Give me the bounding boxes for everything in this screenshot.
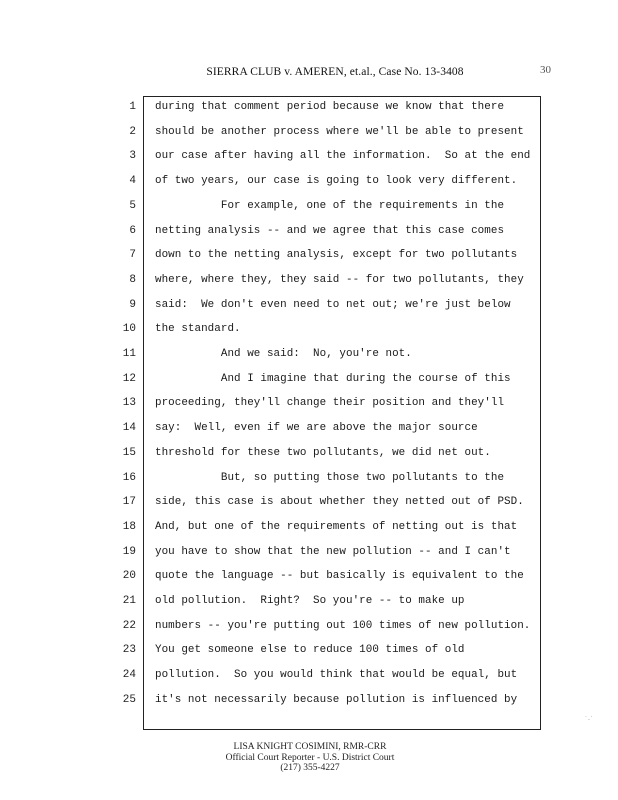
transcript-line: down to the netting analysis, except for two pollutants: [155, 249, 518, 262]
transcript-line: where, where they, they said -- for two pollutants, they: [155, 273, 524, 286]
line-number: 19: [122, 545, 136, 558]
transcript-line: quote the language -- but basically is equivalent to the: [155, 570, 524, 583]
reporter-title: Official Court Reporter - U.S. District Court: [225, 752, 395, 763]
transcript-line: should be another process where we'll be able to present: [155, 125, 524, 138]
transcript-line: You get someone else to reduce 100 times of old: [155, 644, 465, 657]
transcript-line: say: Well, even if we are above the major source: [155, 422, 478, 435]
transcript-line: For example, one of the requirements in the: [155, 199, 505, 212]
transcript-line: And I imagine that during the course of this: [155, 372, 511, 385]
line-number: 5: [129, 199, 136, 212]
transcript-line: you have to show that the new pollution -- and I can't: [155, 545, 511, 558]
line-number: 10: [122, 323, 136, 336]
case-header: SIERRA CLUB v. AMEREN, et.al., Case No. 13-3408: [206, 66, 464, 78]
line-number: 17: [122, 496, 136, 509]
transcript-line: But, so putting those two pollutants to the: [155, 471, 505, 484]
transcript-line: pollution. So you would think that would be equal, but: [155, 669, 518, 682]
line-number: 25: [122, 693, 136, 706]
line-number: 20: [122, 570, 136, 583]
line-number: 2: [129, 125, 136, 138]
transcript-line: And we said: No, you're not.: [155, 348, 412, 360]
transcript-line: of two years, our case is going to look very different.: [155, 175, 518, 188]
line-number: 1: [129, 101, 136, 113]
reporter-phone: (217) 355-4227: [280, 763, 340, 773]
line-number: 24: [122, 669, 136, 682]
line-number: 14: [122, 422, 136, 435]
line-number: 12: [122, 372, 136, 385]
scan-mark: ˙·˙: [585, 715, 593, 724]
transcript-line: our case after having all the information. So at the end: [155, 150, 531, 163]
line-number: 3: [129, 150, 136, 163]
line-number: 6: [129, 224, 136, 237]
line-number: 8: [129, 273, 136, 286]
line-number: 7: [129, 249, 136, 262]
court-reporter-footer: [180, 742, 440, 774]
transcript-line: said: We don't even need to net out; we're just below: [155, 298, 511, 311]
transcript-line: netting analysis -- and we agree that this case comes: [155, 224, 505, 237]
line-number: 15: [122, 446, 136, 459]
line-number: 9: [129, 298, 136, 311]
page-number: 30: [540, 64, 551, 76]
line-number: 4: [129, 175, 136, 188]
transcript-line: the standard.: [155, 323, 241, 336]
line-number: 16: [122, 471, 136, 484]
line-number: 11: [122, 348, 136, 360]
transcript-line: And, but one of the requirements of netting out is that: [155, 520, 518, 533]
line-number: 21: [122, 595, 136, 607]
transcript-frame: [143, 96, 541, 730]
line-number: 23: [122, 644, 136, 657]
transcript-line: it's not necessarily because pollution is influenced by: [155, 693, 518, 706]
line-number: 22: [122, 619, 136, 632]
transcript-line: proceeding, they'll change their position and they'll: [155, 397, 505, 410]
line-number: 13: [122, 397, 136, 410]
transcript-line: side, this case is about whether they netted out of PSD.: [155, 496, 524, 509]
transcript-line: old pollution. Right? So you're -- to make up: [155, 595, 465, 607]
line-number: 18: [122, 520, 136, 533]
transcript-line: numbers -- you're putting out 100 times of new pollution.: [155, 619, 531, 632]
transcript-line: during that comment period because we know that there: [155, 101, 505, 113]
transcript-line: threshold for these two pollutants, we did net out.: [155, 446, 491, 459]
reporter-name: LISA KNIGHT COSIMINI, RMR-CRR: [233, 742, 387, 752]
